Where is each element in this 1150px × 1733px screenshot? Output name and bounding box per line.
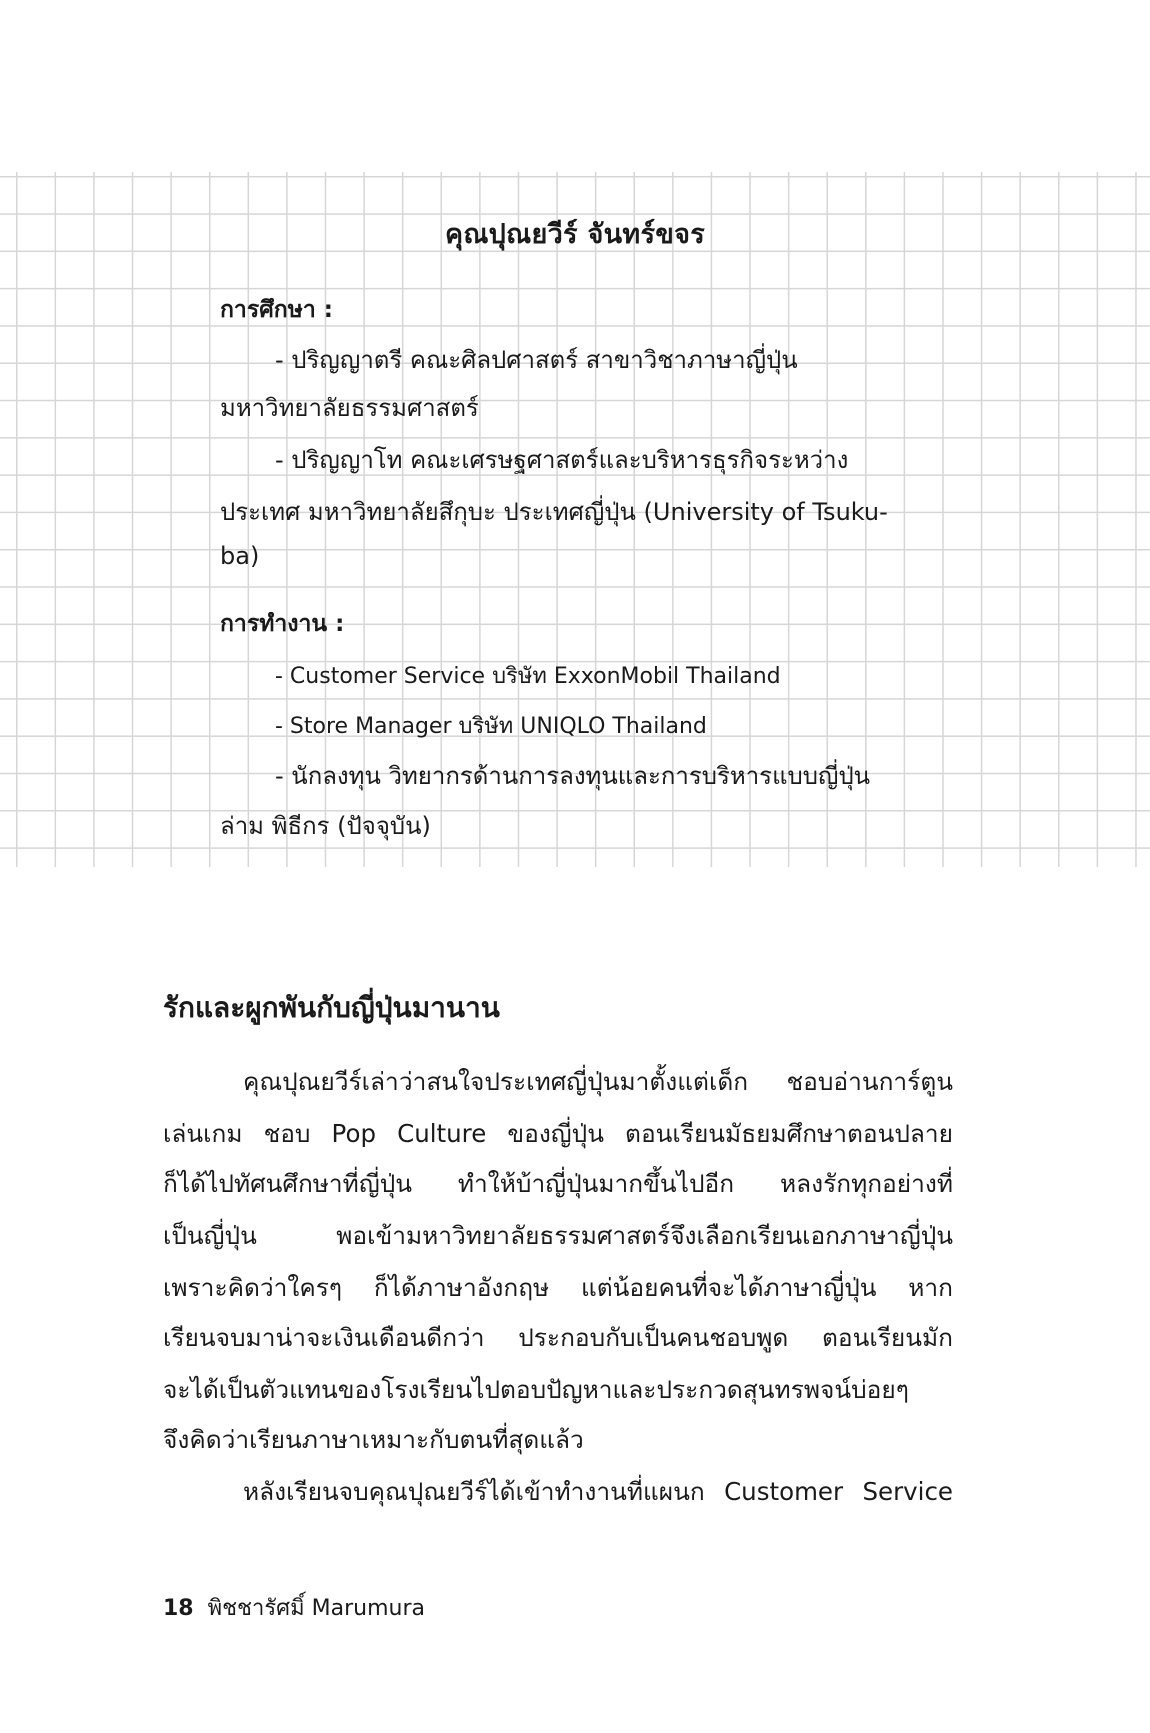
- article-line: เพราะคิดว่าใครๆ ก็ได้ภาษาอังกฤษ แต่น้อยคนที่จะได้ภาษาญี่ปุ่น หาก: [163, 1273, 953, 1302]
- education-item-bachelor: - ปริญญาตรี คณะศิลปศาสตร์ สาขาวิชาภาษาญี่ปุ่น: [275, 346, 798, 374]
- article-line: เรียนจบมาน่าจะเงินเดือนดีกว่า ประกอบกับเป็นคนชอบพูด ตอนเรียนมัก: [163, 1323, 953, 1352]
- education-label: การศึกษา :: [220, 297, 334, 323]
- article-line: เป็นญี่ปุ่น พอเข้ามหาวิทยาลัยธรรมศาสตร์จึงเลือกเรียนเอกภาษาญี่ปุ่น: [163, 1221, 953, 1250]
- page-number: 18: [163, 1596, 194, 1621]
- article-line: เล่นเกม ชอบ Pop Culture ของญี่ปุ่น ตอนเรียนมัธยมศึกษาตอนปลาย: [163, 1119, 953, 1148]
- page-footer: [163, 1590, 425, 1625]
- article-line: หลังเรียนจบคุณปุณยวีร์ได้เข้าทำงานที่แผนก Customer Service: [243, 1477, 953, 1506]
- education-item-master: - ปริญญาโท คณะเศรษฐศาสตร์และบริหารธุรกิจระหว่าง: [275, 446, 849, 474]
- education-item-bachelor-university: มหาวิทยาลัยธรรมศาสตร์: [220, 394, 479, 422]
- education-item-master-continued: ba): [220, 542, 260, 570]
- profile-name: คุณปุณยวีร์ จันทร์ขจร: [444, 219, 706, 250]
- education-item-master-university: ประเทศ มหาวิทยาลัยสึกุบะ ประเทศญี่ปุ่น (University of Tsuku-: [220, 498, 888, 526]
- work-item-investor-continued: ล่าม พิธีกร (ปัจจุบัน): [220, 812, 431, 840]
- work-item-investor: - นักลงทุน วิทยากรด้านการลงทุนและการบริหารแบบญี่ปุ่น: [275, 762, 871, 790]
- article-line: ก็ได้ไปทัศนศึกษาที่ญี่ปุ่น ทำให้บ้าญี่ปุ่นมากขึ้นไปอีก หลงรักทุกอย่างที่: [163, 1169, 953, 1198]
- work-item-uniqlo: - Store Manager บริษัท UNIQLO Thailand: [275, 714, 707, 739]
- work-label: การทำงาน :: [220, 611, 345, 637]
- article-line: คุณปุณยวีร์เล่าว่าสนใจประเทศญี่ปุ่นมาตั้งแต่เด็ก ชอบอ่านการ์ตูน: [243, 1067, 953, 1096]
- article-line: จึงคิดว่าเรียนภาษาเหมาะกับตนที่สุดแล้ว: [163, 1425, 584, 1454]
- work-item-exxonmobil: - Customer Service บริษัท ExxonMobil Thailand: [275, 664, 781, 689]
- footer-author: พิชชารัศมิ์ Marumura: [207, 1596, 425, 1621]
- article-line: จะได้เป็นตัวแทนของโรงเรียนไปตอบปัญหาและประกวดสุนทรพจน์บ่อยๆ: [163, 1375, 909, 1404]
- article-heading: รักและผูกพันกับญี่ปุ่นมานาน: [163, 991, 500, 1024]
